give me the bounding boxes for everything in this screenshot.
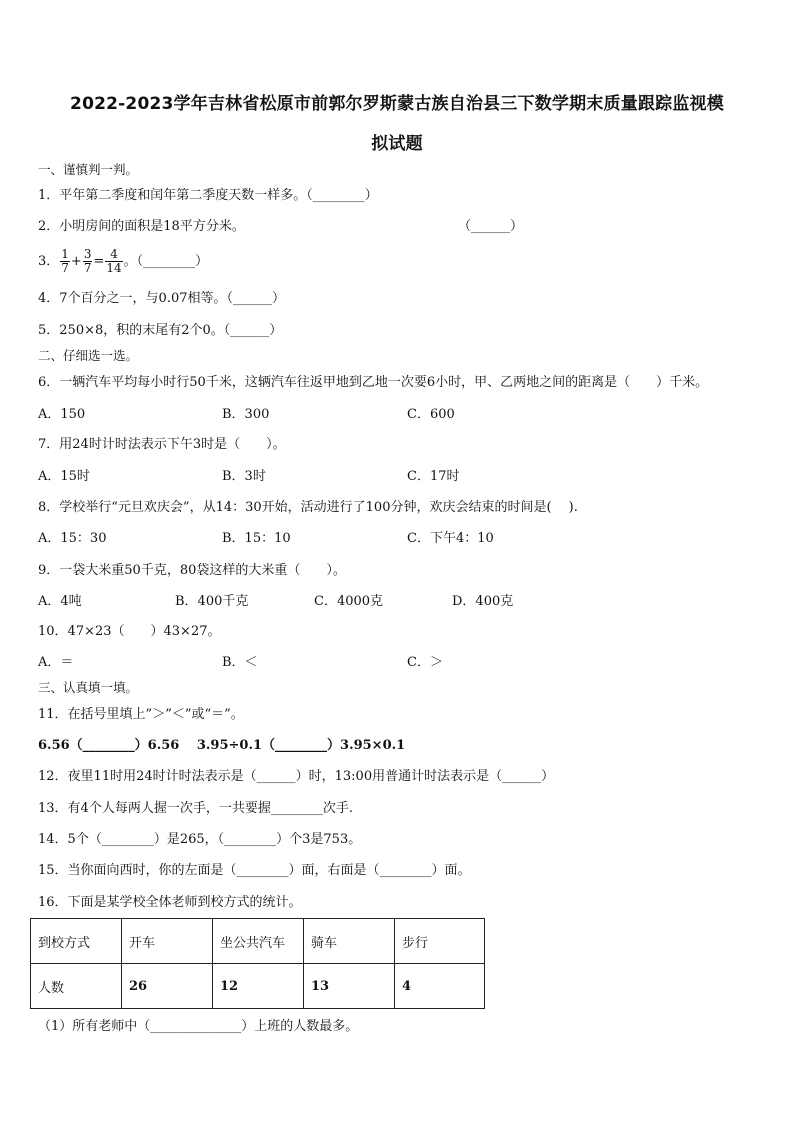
- section-heading-fill: 三、认真填一填。: [38, 680, 139, 695]
- table-cell: 开车: [122, 919, 213, 964]
- q6-option-a: A．150: [38, 407, 86, 422]
- question-5: 5．250×8，积的末尾有2个0。（______）: [38, 323, 283, 338]
- fraction-4-14: $\frac{4}{14}$: [106, 247, 122, 275]
- table-cell: 步行: [395, 919, 485, 964]
- q9-option-b: B．400千克: [175, 594, 249, 609]
- table-cell: 骑车: [304, 919, 395, 964]
- q8-option-c: C．下午4：10: [407, 531, 494, 546]
- fraction-3-7: $\frac{3}{7}$: [83, 247, 92, 275]
- q7-option-a: A．15时: [38, 469, 90, 484]
- q10-option-a: A．＝: [38, 655, 74, 670]
- equals-sign: =: [93, 254, 105, 269]
- question-13: 13．有4个人每两人握一次手，一共要握________次手.: [38, 801, 353, 816]
- question-3-number: 3．: [38, 254, 60, 269]
- question-9: 9．一袋大米重50千克，80袋这样的大米重（ ）。: [38, 563, 346, 578]
- question-15: 15．当你面向西时，你的左面是（________）面，右面是（________）面。: [38, 863, 471, 878]
- q8-option-b: B．15：10: [222, 531, 291, 546]
- table-header-row: [31, 919, 485, 964]
- commute-stats-table: [30, 918, 485, 1009]
- page-title: 2022-2023学年吉林省松原市前郭尔罗斯蒙古族自治县三下数学期末质量跟踪监视模: [70, 94, 724, 114]
- table-cell: 13: [304, 964, 395, 1009]
- table-row: [31, 964, 485, 1009]
- question-16-sub-1: （1）所有老师中（______________）上班的人数最多。: [38, 1019, 359, 1034]
- q10-option-b: B．＜: [222, 655, 258, 670]
- fraction-1-7: $\frac{1}{7}$: [61, 247, 69, 275]
- table-cell: 12: [213, 964, 304, 1009]
- question-2-blank: （______）: [458, 219, 524, 234]
- section-heading-judge: 一、谨慎判一判。: [38, 162, 139, 177]
- table-cell: 到校方式: [31, 919, 122, 964]
- table-cell: 4: [395, 964, 485, 1009]
- question-6: 6．一辆汽车平均每小时行50千米，这辆汽车往返甲地到乙地一次要6小时，甲、乙两地之间的距离是（ ）千米。: [38, 375, 709, 390]
- plus-sign: +: [70, 254, 82, 269]
- question-11: 11．在括号里填上”＞”＜”或“＝”。: [38, 707, 244, 722]
- question-4: 4．7个百分之一，与0.07相等。（______）: [38, 291, 285, 306]
- table-cell: 26: [122, 964, 213, 1009]
- q9-option-d: D．400克: [452, 594, 514, 609]
- q9-option-c: C．4000克: [314, 594, 384, 609]
- question-8: 8．学校举行“元旦欢庆会”，从14：30开始，活动进行了100分钟，欢庆会结束的时间是( ).: [38, 500, 578, 515]
- page-title-continued: 拟试题: [371, 134, 423, 154]
- q8-option-a: A．15：30: [38, 531, 107, 546]
- question-16: 16．下面是某学校全体老师到校方式的统计。: [38, 895, 302, 910]
- q6-option-b: B．300: [222, 407, 270, 422]
- question-2: 2．小明房间的面积是18平方分米。: [38, 219, 245, 234]
- question-7: 7．用24时计时法表示下午3时是（ ）。: [38, 437, 286, 452]
- q7-option-c: C．17时: [407, 469, 460, 484]
- question-14: 14．5个（________）是265，（________）个3是753。: [38, 832, 362, 847]
- q9-option-a: A．4吨: [38, 594, 82, 609]
- question-1: 1．平年第二季度和闰年第二季度天数一样多。（________）: [38, 188, 378, 203]
- section-heading-choose: 二、仔细选一选。: [38, 348, 139, 363]
- q7-option-b: B．3时: [222, 469, 266, 484]
- question-12: 12．夜里11时用24时计时法表示是（______）时，13:00用普通计时法表示是（______）: [38, 769, 555, 784]
- q6-option-c: C．600: [407, 407, 455, 422]
- question-3: [38, 242, 208, 282]
- table-cell: 坐公共汽车: [213, 919, 304, 964]
- question-3-suffix: 。（________）: [123, 254, 209, 269]
- question-10: 10．47×23（ ）43×27。: [38, 624, 221, 639]
- question-11-blanks: 6.56（________）6.56 3.95÷0.1（________）3.95×0.1: [38, 738, 406, 753]
- table-cell: 人数: [31, 964, 122, 1009]
- q10-option-c: C．＞: [407, 655, 443, 670]
